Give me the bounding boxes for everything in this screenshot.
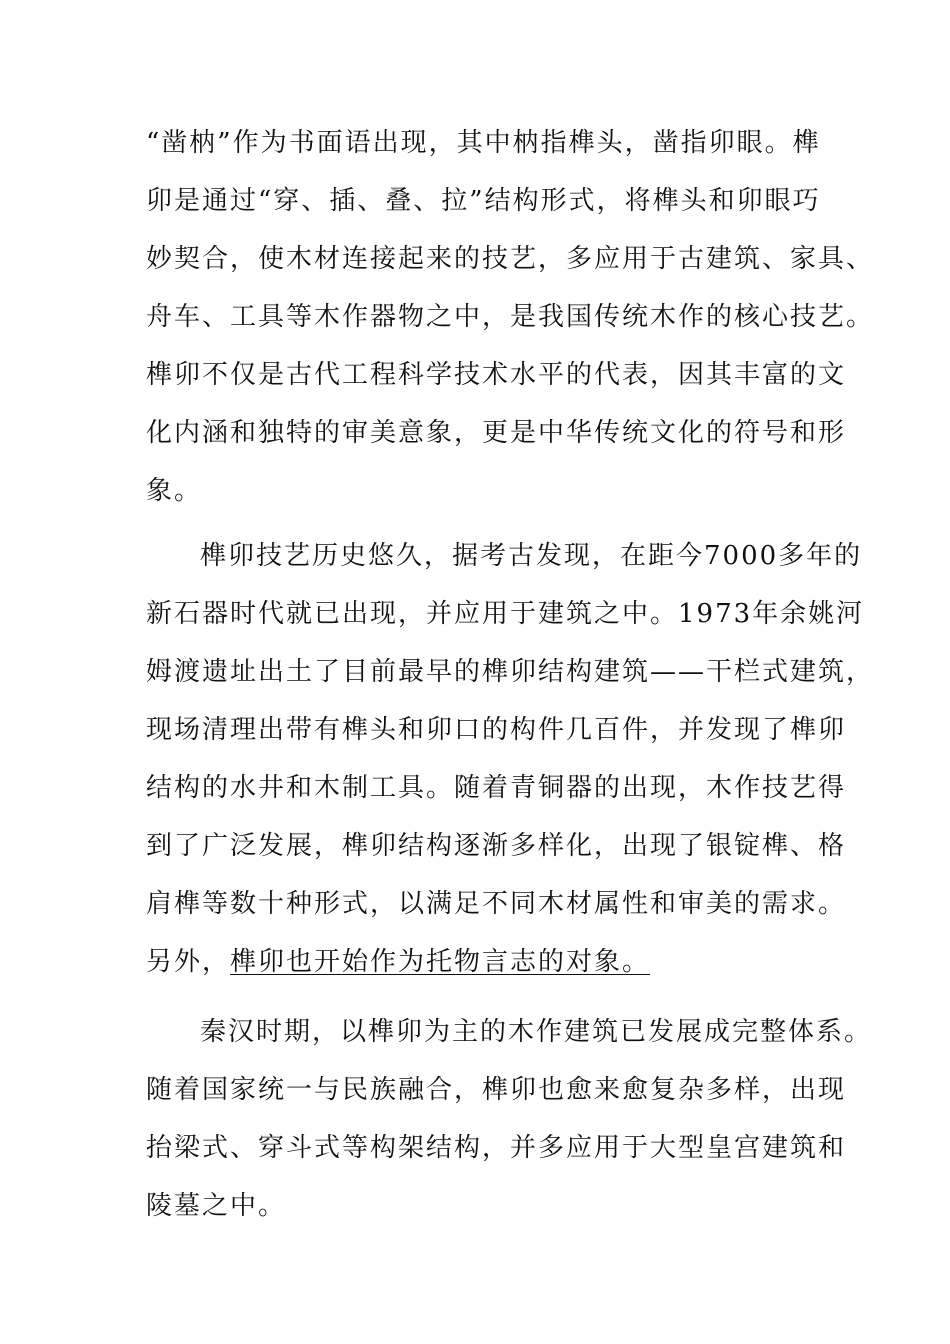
paragraph-2 <box>146 527 875 991</box>
paragraph-1 <box>146 114 875 520</box>
paragraph-line: 舟车、工具等木作器物之中，是我国传统木作的核心技艺。 <box>146 302 875 332</box>
paragraph-line: 结构的水井和木制工具。随着青铜器的出现，木作技艺得 <box>146 773 847 803</box>
underlined-sentence: 榫卯也开始作为托物言志的对象。 <box>230 947 651 977</box>
paragraph-last-line <box>146 933 810 991</box>
paragraph-line: 新石器时代就已出现，并应用于建筑之中。1973年余姚河 <box>146 599 865 629</box>
paragraph-line: 象。 <box>146 476 203 506</box>
paragraph-line: 秦汉时期，以榫卯为主的木作建筑已发展成完整体系。 <box>200 1017 873 1047</box>
paragraph-line: 到了广泛发展，榫卯结构逐渐多样化，出现了银锭榫、格 <box>146 831 847 861</box>
paragraph-line: 肩榫等数十种形式，以满足不同木材属性和审美的需求。 <box>146 889 847 919</box>
paragraph-line: 现场清理出带有榫头和卯口的构件几百件，并发现了榫卯 <box>146 715 847 745</box>
paragraph-line: 抬梁式、穿斗式等构架结构，并多应用于大型皇宫建筑和 <box>146 1133 847 1163</box>
paragraph-3 <box>146 1003 873 1235</box>
paragraph-line: 随着国家统一与民族融合，榫卯也愈来愈复杂多样，出现 <box>146 1075 847 1105</box>
paragraph-line: 妙契合，使木材连接起来的技艺，多应用于古建筑、家具、 <box>146 244 875 274</box>
paragraph-line: 卯是通过“穿、插、叠、拉”结构形式，将榫头和卯眼巧 <box>146 186 821 216</box>
paragraph-line: 化内涵和独特的审美意象，更是中华传统文化的符号和形 <box>146 418 847 448</box>
last-line-prefix: 另外， <box>146 947 231 977</box>
paragraph-line: 姆渡遗址出土了目前最早的榫卯结构建筑——干栏式建筑， <box>146 657 875 687</box>
paragraph-line: “凿枘”作为书面语出现，其中枘指榫头，凿指卯眼。榫 <box>146 128 821 158</box>
paragraph-line: 榫卯不仅是古代工程科学技术水平的代表，因其丰富的文 <box>146 360 847 390</box>
paragraph-line: 陵墓之中。 <box>146 1191 287 1221</box>
paragraph-line: 榫卯技艺历史悠久，据考古发现，在距今7000多年的 <box>200 541 863 571</box>
